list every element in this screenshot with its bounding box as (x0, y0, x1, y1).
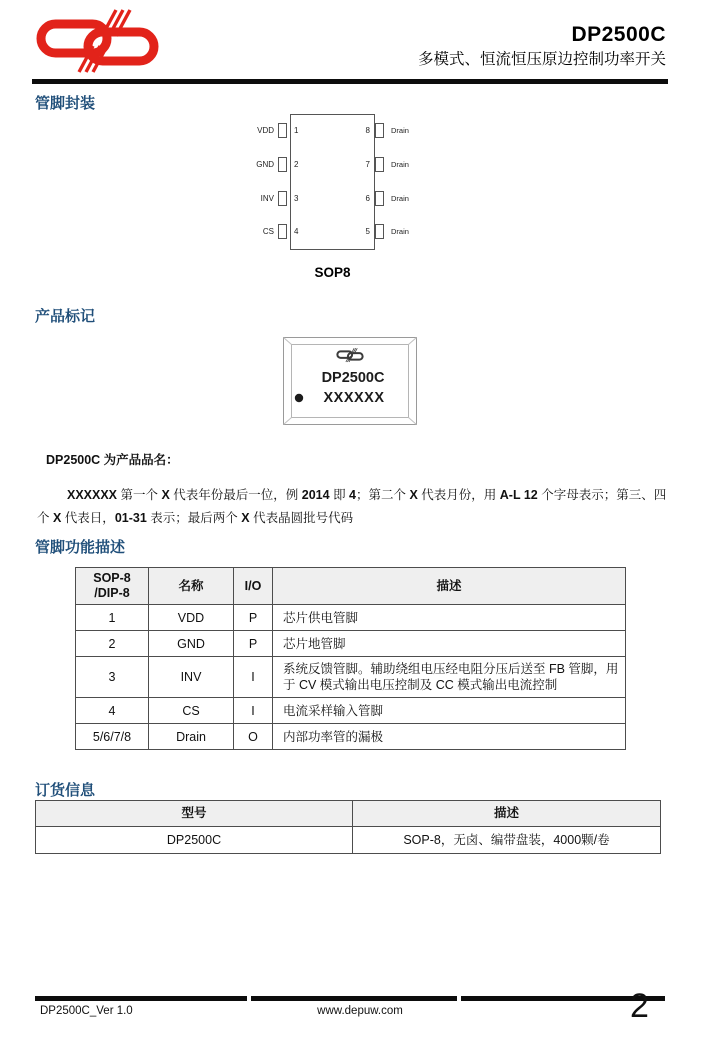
table-cell: SOP-8，无卤、编带盘装，4000颗/卷 (353, 827, 661, 854)
column-header: 描述 (273, 568, 626, 605)
table-cell: GND (149, 631, 234, 657)
section-heading-pin-function: 管脚功能描述 (35, 539, 126, 556)
marking-note-paragraph (37, 484, 669, 530)
section-heading-product-marking: 产品标记 (35, 308, 96, 325)
text-segment: 为产品品名： (100, 453, 179, 467)
table-cell: DP2500C (36, 827, 353, 854)
text-segment: X (52, 511, 62, 525)
section-heading-ordering: 订货信息 (35, 782, 96, 799)
text-segment: 代表年份最后一位，例 (169, 488, 302, 502)
pin-function-table (75, 567, 626, 750)
table-cell: 系统反馈管脚。辅助绕组电压经电阻分压后送至 FB 管脚，用于 CV 模式输出电压控制及 CC 模式输出电流控制 (273, 657, 626, 698)
company-logo-icon (35, 9, 160, 73)
text-segment: 表示；最后两个 (146, 511, 242, 525)
ordering-table (35, 800, 661, 854)
pin-label: GND (256, 159, 274, 169)
pin-number: 4 (294, 226, 299, 236)
table-cell: CS (149, 698, 234, 724)
pin-number: 2 (294, 159, 299, 169)
column-header: SOP-8 /DIP-8 (76, 568, 149, 605)
footer-website: www.depuw.com (317, 1005, 403, 1017)
table-header-row (76, 568, 626, 605)
package-name-label: SOP8 (314, 265, 351, 280)
pin-number: 3 (294, 193, 299, 203)
table-row (76, 605, 626, 631)
column-header: 名称 (149, 568, 234, 605)
pin1-dot-icon (295, 394, 303, 402)
chip-marking-image (283, 337, 417, 425)
table-cell: 5/6/7/8 (76, 724, 149, 750)
table-cell: INV (149, 657, 234, 698)
table-cell: 2 (76, 631, 149, 657)
table-header-row (36, 801, 661, 827)
table-cell: 3 (76, 657, 149, 698)
footer-divider-gap (247, 996, 251, 1001)
table-row (76, 698, 626, 724)
page-title: DP2500C (571, 23, 666, 46)
text-segment: 即 (329, 488, 350, 502)
table-cell: 4 (76, 698, 149, 724)
header-divider (32, 79, 668, 84)
text-segment: XXXXXX (67, 488, 118, 502)
chip-marking-line1: DP2500C (321, 370, 385, 386)
pin-label: VDD (257, 125, 274, 135)
pin-label: CS (262, 226, 274, 236)
pin-pad (375, 191, 384, 206)
page-subtitle: 多模式、恒流恒压原边控制功率开关 (417, 51, 666, 68)
pin-number: 6 (365, 193, 370, 203)
table-cell: P (234, 605, 273, 631)
footer-divider-gap (457, 996, 461, 1001)
table-cell: I (234, 657, 273, 698)
text-segment: 代表晶圆批号代码 (249, 511, 354, 525)
table-cell: VDD (149, 605, 234, 631)
pin-label: INV (260, 193, 274, 203)
text-segment: 01-31 (114, 511, 147, 525)
page-number: 2 (630, 987, 649, 1025)
footer-version: DP2500C_Ver 1.0 (40, 1005, 133, 1017)
pin-row (358, 122, 409, 138)
pin-row (358, 223, 409, 239)
table-row (36, 827, 661, 854)
pin-pad (278, 157, 287, 172)
pin-pad (375, 224, 384, 239)
table-cell: 芯片供电管脚 (273, 605, 626, 631)
column-header: I/O (234, 568, 273, 605)
pin-pad (375, 157, 384, 172)
pin-pad (278, 191, 287, 206)
table-cell: Drain (149, 724, 234, 750)
header (418, 23, 666, 71)
pin-label: Drain (391, 159, 409, 169)
pin-row (238, 190, 298, 206)
table-cell: O (234, 724, 273, 750)
pin-number: 8 (365, 125, 370, 135)
table-cell: 1 (76, 605, 149, 631)
chip-marking-line2: XXXXXX (323, 390, 385, 406)
text-segment: 第一个 (117, 488, 162, 502)
marking-note-line1 (46, 450, 179, 468)
table-cell: 芯片地管脚 (273, 631, 626, 657)
pin-pad (375, 123, 384, 138)
table-cell: 电流采样输入管脚 (273, 698, 626, 724)
pin-label: Drain (391, 193, 409, 203)
text-segment: X (241, 511, 250, 525)
footer-divider (35, 996, 665, 1001)
section-heading-pin-package: 管脚封装 (35, 95, 96, 112)
pin-row (358, 190, 409, 206)
text-segment: X (409, 488, 418, 502)
pin-number: 7 (365, 159, 370, 169)
text-segment: A-L 12 (499, 488, 538, 502)
pin-row (238, 122, 298, 138)
pin-pad (278, 224, 287, 239)
pin-pad (278, 123, 287, 138)
pin-number: 5 (365, 226, 370, 236)
column-header: 型号 (36, 801, 353, 827)
table-cell: I (234, 698, 273, 724)
text-segment: 2014 (301, 488, 330, 502)
pin-label: Drain (391, 125, 409, 135)
pin-number: 1 (294, 125, 299, 135)
table-row (76, 724, 626, 750)
text-segment: DP2500C (46, 453, 101, 467)
text-segment: 代表月份，用 (417, 488, 500, 502)
text-segment: 个字母表示；第三、四个 (37, 488, 667, 525)
pin-row (358, 156, 409, 172)
text-segment: ；第二个 (356, 488, 410, 502)
pin-row (238, 223, 298, 239)
pin-label: Drain (391, 226, 409, 236)
table-cell: 内部功率管的漏极 (273, 724, 626, 750)
table-row (76, 631, 626, 657)
column-header: 描述 (353, 801, 661, 827)
pin-row (238, 156, 298, 172)
text-segment: 代表日， (61, 511, 115, 525)
table-cell: P (234, 631, 273, 657)
table-row (76, 657, 626, 698)
text-segment: X (161, 488, 170, 502)
text-segment: 4 (349, 488, 356, 502)
